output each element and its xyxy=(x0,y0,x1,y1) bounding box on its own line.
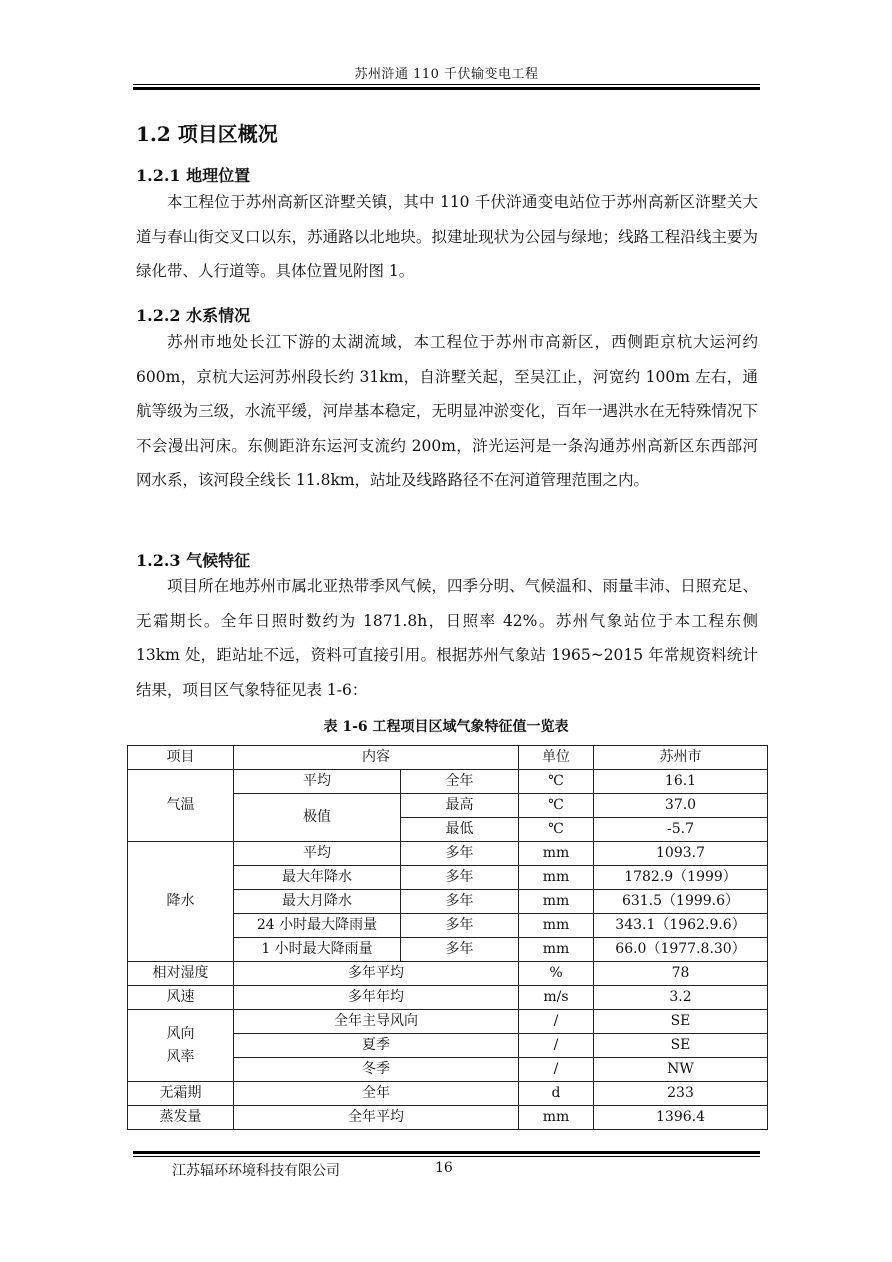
cell-unit: ℃ xyxy=(519,818,594,842)
footer-rule-thin xyxy=(133,1156,760,1157)
page-number: 16 xyxy=(435,1160,453,1176)
table-row xyxy=(128,962,768,986)
paragraph-climate: 项目所在地苏州市属北亚热带季风气候，四季分明、气候温和、雨量丰沛、日照充足、无霜期长。全年日照时数约为 1871.8h，日照率 42%。苏州气象站位于本工程东侧 13km 处，距站址不远，资料可直接引用。根据苏州气象站 1965~2015 年常规资料统计结果，项目区气象特征见表 1-6： xyxy=(136,577,758,699)
cell-unit: / xyxy=(519,1058,594,1082)
cell-period: 多年 xyxy=(401,866,519,890)
table-header-row xyxy=(128,746,768,770)
header-rule-thick xyxy=(133,87,760,90)
cell-value: 1093.7 xyxy=(594,842,768,866)
wind-label-line1: 风向 xyxy=(166,1025,195,1042)
cell-period: 多年 xyxy=(401,914,519,938)
cell-value: 1396.4 xyxy=(594,1106,768,1130)
cell-content: 冬季 xyxy=(234,1058,519,1082)
cell-value: 66.0（1977.8.30） xyxy=(594,938,768,962)
row-label-frost: 无霜期 xyxy=(128,1082,234,1106)
cell-unit: / xyxy=(519,1010,594,1034)
table-caption: 表 1-6 工程项目区域气象特征值一览表 xyxy=(323,719,569,735)
cell-unit: d xyxy=(519,1082,594,1106)
cell-sub: 1 小时最大降雨量 xyxy=(234,938,401,962)
cell-period: 全年 xyxy=(401,770,519,794)
cell-sub: 极值 xyxy=(234,794,401,842)
cell-period: 多年 xyxy=(401,890,519,914)
cell-sub: 24 小时最大降雨量 xyxy=(234,914,401,938)
header-content: 内容 xyxy=(234,746,519,770)
row-label-evaporation: 蒸发量 xyxy=(128,1106,234,1130)
cell-value: 1782.9（1999） xyxy=(594,866,768,890)
cell-value: 78 xyxy=(594,962,768,986)
row-label-wind xyxy=(128,1010,234,1082)
cell-value: 631.5（1999.6） xyxy=(594,890,768,914)
cell-value: 3.2 xyxy=(594,986,768,1010)
cell-period: 多年 xyxy=(401,842,519,866)
cell-unit: ℃ xyxy=(519,770,594,794)
table-row xyxy=(128,770,768,794)
cell-unit: m/s xyxy=(519,986,594,1010)
cell-content: 夏季 xyxy=(234,1034,519,1058)
cell-unit: % xyxy=(519,962,594,986)
row-label-precipitation: 降水 xyxy=(128,842,234,962)
cell-value: 233 xyxy=(594,1082,768,1106)
footer-rule-thick xyxy=(133,1151,760,1154)
cell-value: NW xyxy=(594,1058,768,1082)
subsection-heading-location: 1.2.1 地理位置 xyxy=(136,166,251,185)
row-label-windspeed: 风速 xyxy=(128,986,234,1010)
cell-content: 多年平均 xyxy=(234,962,519,986)
cell-unit: mm xyxy=(519,890,594,914)
table-row xyxy=(128,1106,768,1130)
table-row xyxy=(128,986,768,1010)
cell-unit: mm xyxy=(519,914,594,938)
cell-unit: mm xyxy=(519,938,594,962)
cell-content: 全年 xyxy=(234,1082,519,1106)
header-item: 项目 xyxy=(128,746,234,770)
header-rule-thin xyxy=(133,84,760,85)
row-label-humidity: 相对湿度 xyxy=(128,962,234,986)
row-label-temperature: 气温 xyxy=(128,770,234,842)
cell-period: 最高 xyxy=(401,794,519,818)
section-heading: 1.2 项目区概况 xyxy=(136,122,278,146)
cell-value: 343.1（1962.9.6） xyxy=(594,914,768,938)
table-row xyxy=(128,842,768,866)
cell-unit: ℃ xyxy=(519,794,594,818)
cell-sub: 最大年降水 xyxy=(234,866,401,890)
running-header-title: 苏州浒通 110 千伏输变电工程 xyxy=(354,67,539,82)
table-row xyxy=(128,1010,768,1034)
cell-sub: 平均 xyxy=(234,770,401,794)
cell-unit: mm xyxy=(519,842,594,866)
subsection-heading-climate: 1.2.3 气候特征 xyxy=(136,551,251,570)
cell-value: -5.7 xyxy=(594,818,768,842)
cell-value: SE xyxy=(594,1010,768,1034)
cell-sub: 平均 xyxy=(234,842,401,866)
cell-content: 全年平均 xyxy=(234,1106,519,1130)
wind-label-line2: 风率 xyxy=(166,1048,195,1065)
header-city: 苏州市 xyxy=(594,746,768,770)
cell-period: 多年 xyxy=(401,938,519,962)
subsection-heading-water: 1.2.2 水系情况 xyxy=(136,306,251,325)
cell-content: 多年年均 xyxy=(234,986,519,1010)
cell-value: 16.1 xyxy=(594,770,768,794)
table-row xyxy=(128,1082,768,1106)
footer-company: 江苏辐环环境科技有限公司 xyxy=(172,1163,340,1179)
climate-table xyxy=(127,745,768,1130)
cell-value: SE xyxy=(594,1034,768,1058)
cell-unit: mm xyxy=(519,866,594,890)
header-unit: 单位 xyxy=(519,746,594,770)
cell-unit: / xyxy=(519,1034,594,1058)
paragraph-water: 苏州市地处长江下游的太湖流域，本工程位于苏州市高新区，西侧距京杭大运河约 600m，京杭大运河苏州段长约 31km，自浒墅关起，至吴江止，河宽约 100m 左右，通航等级为三级，水流平缓，河岸基本稳定，无明显冲淤变化，百年一遇洪水在无特殊情况下不会漫出河床。东侧距浒东运河支流约 200m，浒光运河是一条沟通苏州高新区东西部河网水系，该河段全线长 11.8km，站址及线路路径不在河道管理范围之内。 xyxy=(136,333,758,489)
cell-sub: 最大月降水 xyxy=(234,890,401,914)
cell-content: 全年主导风向 xyxy=(234,1010,519,1034)
paragraph-location: 本工程位于苏州高新区浒墅关镇，其中 110 千伏浒通变电站位于苏州高新区浒墅关大道与春山街交叉口以东，苏通路以北地块。拟建址现状为公园与绿地；线路工程沿线主要为绿化带、人行道等。具体位置见附图 1。 xyxy=(136,193,758,280)
cell-period: 最低 xyxy=(401,818,519,842)
cell-unit: mm xyxy=(519,1106,594,1130)
cell-value: 37.0 xyxy=(594,794,768,818)
